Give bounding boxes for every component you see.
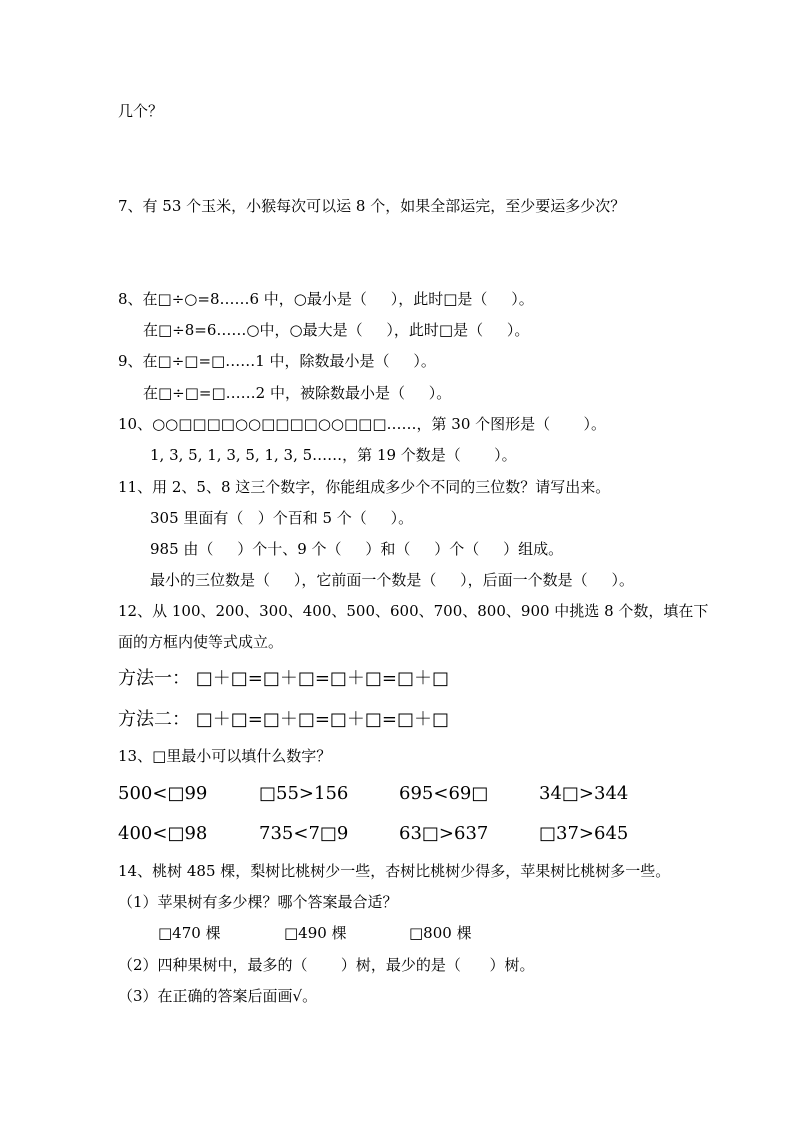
- inequality-5: 400<□98: [118, 823, 208, 844]
- question-11-line-305: 305 里面有（ ）个百和 5 个（ ）。: [150, 509, 414, 527]
- method-two-equation: 方法二： □＋□=□＋□=□＋□=□＋□: [118, 709, 450, 730]
- inequality-3: 695<69□: [399, 783, 489, 804]
- question-13: 13、□里最小可以填什么数字？: [118, 747, 332, 765]
- answer-option-490: □490 棵: [284, 924, 347, 942]
- question-10-part-1: 10、○○□□□□○○□□□□○○□□□……，第 30 个图形是（ ）。: [118, 415, 607, 433]
- question-12-line-1: 12、从 100、200、300、400、500、600、700、800、900 中挑选 8 个数，填在下: [118, 602, 709, 620]
- question-12-line-2: 面的方框内使等式成立。: [118, 633, 284, 651]
- question-9-part-2: 在□÷□=□……2 中，被除数最小是（ ）。: [143, 384, 452, 402]
- inequality-2: □55>156: [259, 783, 349, 804]
- question-14-part-3: （3）在正确的答案后面画√。: [118, 987, 318, 1005]
- inequality-8: □37>645: [539, 823, 629, 844]
- question-11-line-985: 985 由（ ）个十、9 个（ ）和（ ）个（ ）组成。: [150, 540, 564, 558]
- method-one-equation: 方法一： □＋□=□＋□=□＋□=□＋□: [118, 668, 450, 689]
- question-7: 7、有 53 个玉米，小猴每次可以运 8 个，如果全部运完，至少要运多少次？: [118, 197, 626, 215]
- question-11: 11、用 2、5、8 这三个数字，你能组成多少个不同的三位数？请写出来。: [118, 478, 611, 496]
- answer-option-470: □470 棵: [158, 924, 221, 942]
- question-8-part-1: 8、在□÷○=8……6 中，○最小是（ ），此时□是（ ）。: [118, 290, 534, 308]
- question-6-tail: 几个？: [118, 102, 164, 120]
- inequality-4: 34□>344: [539, 783, 629, 804]
- inequality-7: 63□>637: [399, 823, 489, 844]
- question-14-part-1: （1）苹果树有多少棵？哪个答案最合适？: [118, 893, 398, 911]
- question-14: 14、桃树 485 棵，梨树比桃树少一些，杏树比桃树少得多，苹果树比桃树多一些。: [118, 862, 671, 880]
- question-9-part-1: 9、在□÷□=□……1 中，除数最小是（ ）。: [118, 352, 436, 370]
- inequality-1: 500<□99: [118, 783, 208, 804]
- question-11-smallest-three-digit: 最小的三位数是（ ），它前面一个数是（ ），后面一个数是（ ）。: [150, 571, 635, 589]
- question-10-part-2: 1, 3, 5, 1, 3, 5, 1, 3, 5……，第 19 个数是（ ）。: [150, 446, 517, 464]
- question-8-part-2: 在□÷8=6……○中，○最大是（ ），此时□是（ ）。: [143, 321, 530, 339]
- inequality-6: 735<7□9: [259, 823, 349, 844]
- answer-option-800: □800 棵: [409, 924, 472, 942]
- question-14-part-2: （2）四种果树中，最多的（ ）树，最少的是（ ）树。: [118, 956, 535, 974]
